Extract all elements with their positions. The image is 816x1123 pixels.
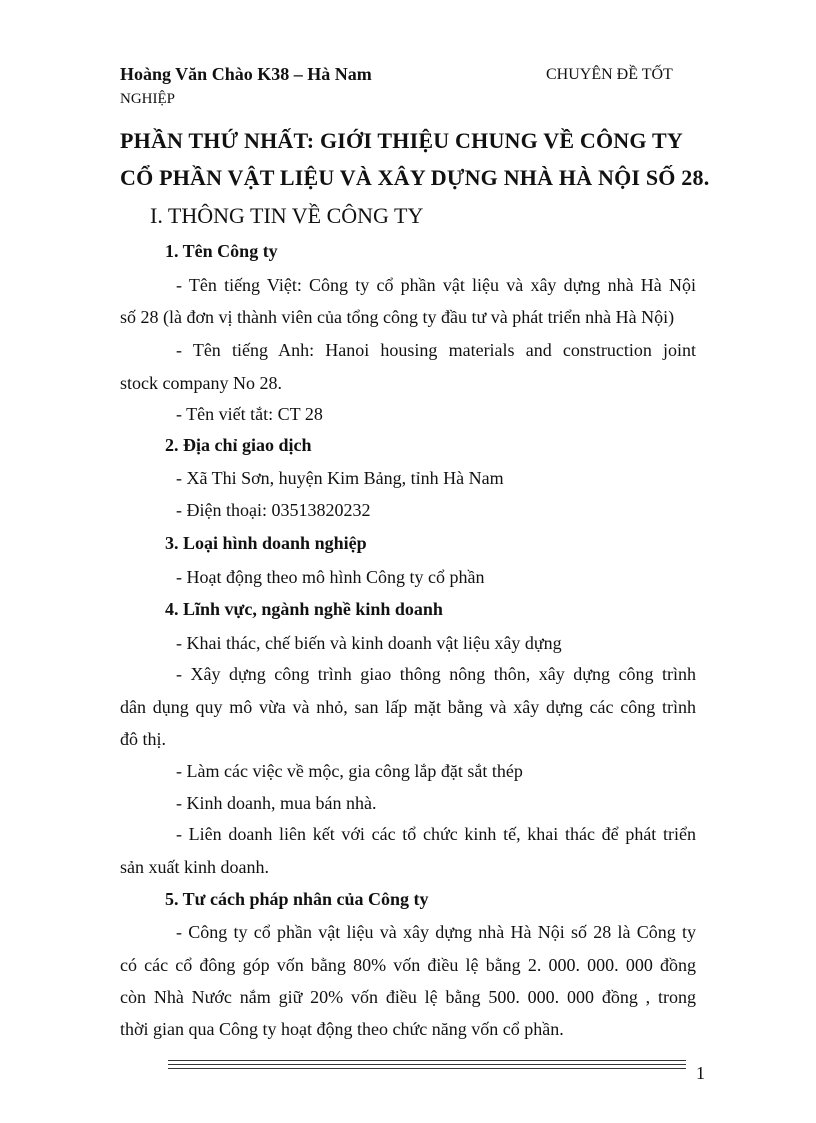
paragraph: - Tên tiếng Việt: Công ty cổ phần vật liệu và xây dựng nhà Hà Nội [176, 275, 696, 295]
footer-rule [168, 1060, 686, 1061]
paragraph: - Tên viết tắt: CT 28 [176, 404, 323, 424]
heading-company-name: 1. Tên Công ty [165, 241, 278, 261]
paragraph: - Tên tiếng Anh: Hanoi housing materials and construction joint [176, 340, 696, 360]
footer-rule [168, 1068, 686, 1069]
paragraph: - Hoạt động theo mô hình Công ty cổ phần [176, 567, 485, 587]
paragraph: - Điện thoại: 03513820232 [176, 500, 371, 520]
paragraph: - Khai thác, chế biến và kinh doanh vật liệu xây dựng [176, 633, 562, 653]
paragraph: thời gian qua Công ty hoạt động theo chức năng vốn cổ phần. [120, 1019, 564, 1039]
page-title-line1: PHẦN THỨ NHẤT: GIỚI THIỆU CHUNG VỀ CÔNG TY [120, 128, 683, 153]
paragraph: - Kinh doanh, mua bán nhà. [176, 793, 377, 813]
heading-business-type: 3. Loại hình doanh nghiệp [165, 533, 367, 553]
page-number: 1 [696, 1063, 705, 1083]
paragraph: - Xã Thi Sơn, huyện Kim Bảng, tỉnh Hà Nam [176, 468, 504, 488]
paragraph: số 28 (là đơn vị thành viên của tổng công ty đầu tư và phát triển nhà Hà Nội) [120, 307, 675, 327]
paragraph: stock company No 28. [120, 373, 282, 393]
heading-business-field: 4. Lĩnh vực, ngành nghề kinh doanh [165, 599, 443, 619]
paragraph: còn Nhà Nước nắm giữ 20% vốn điều lệ bằng 500. 000. 000 đồng , trong [120, 987, 696, 1007]
footer-rule [168, 1064, 686, 1065]
paragraph: - Xây dựng công trình giao thông nông thôn, xây dựng công trình [176, 664, 696, 684]
page-title-line2: CỔ PHẦN VẬT LIỆU VÀ XÂY DỰNG NHÀ HÀ NỘI SỐ 28. [120, 165, 710, 190]
heading-legal-status: 5. Tư cách pháp nhân của Công ty [165, 889, 429, 909]
section-title: I. THÔNG TIN VỀ CÔNG TY [150, 203, 424, 228]
paragraph: sản xuất kinh doanh. [120, 857, 269, 877]
heading-address: 2. Địa chỉ giao dịch [165, 435, 312, 455]
paragraph: dân dụng quy mô vừa và nhỏ, san lấp mặt bằng và xây dựng các công trình [120, 697, 696, 717]
paragraph: có các cổ đông góp vốn bằng 80% vốn điều lệ bằng 2. 000. 000. 000 đồng [120, 955, 696, 975]
paragraph: đô thị. [120, 729, 167, 749]
paragraph: - Liên doanh liên kết với các tổ chức kinh tế, khai thác để phát triển [176, 824, 696, 844]
paragraph: - Công ty cổ phần vật liệu và xây dựng nhà Hà Nội số 28 là Công ty [176, 922, 696, 942]
paragraph: - Làm các việc về mộc, gia công lắp đặt sắt thép [176, 761, 523, 781]
header-author: Hoàng Văn Chào K38 – Hà Nam [120, 64, 372, 84]
header-doc-type: CHUYÊN ĐỀ TỐT [546, 66, 673, 83]
header-doc-type-cont: NGHIỆP [120, 91, 175, 107]
